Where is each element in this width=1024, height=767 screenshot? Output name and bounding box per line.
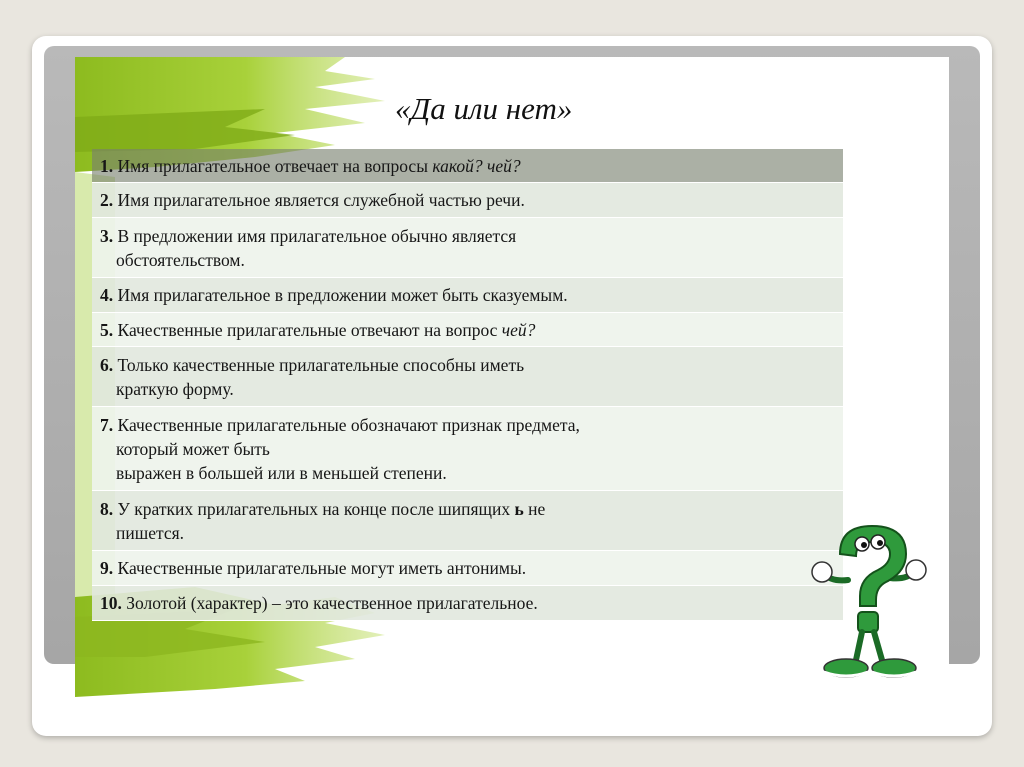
- statement-continuation: обстоятельством.: [116, 249, 245, 270]
- statement-emphasis: чей?: [501, 319, 536, 340]
- statement-continuation: который может быть: [116, 438, 270, 459]
- statement-text: В предложении имя прилагательное обычно является: [113, 225, 517, 246]
- statement-text: Качественные прилагательные могут иметь антонимы.: [113, 558, 527, 578]
- statement-bold-letter: ь: [514, 498, 524, 519]
- statement-row: [92, 347, 843, 407]
- statement-text: У кратких прилагательных на конце после шипящих: [113, 498, 515, 519]
- statement-number: 2.: [100, 190, 114, 210]
- statement-number: 4.: [100, 285, 114, 305]
- question-mark-character-icon: [810, 520, 940, 690]
- statement-text: Только качественные прилагательные способны иметь: [113, 354, 525, 375]
- statement-continuation: выражен в большей или в меньшей степени.: [116, 462, 447, 483]
- statement-row: [92, 278, 843, 313]
- statement-text: Золотой (характер) – это качественное прилагательное.: [121, 593, 538, 613]
- statement-number: 3.: [100, 225, 114, 246]
- slide-title: «Да или нет»: [395, 91, 573, 126]
- statement-continuation: краткую форму.: [116, 378, 234, 399]
- statement-text: Качественные прилагательные обозначают признак предмета,: [113, 414, 580, 435]
- statements-list: [92, 149, 843, 621]
- statement-emphasis: какой? чей?: [432, 155, 521, 176]
- statement-text: Имя прилагательное в предложении может быть сказуемым.: [113, 285, 568, 305]
- statement-number: 10.: [100, 593, 122, 613]
- statement-number: 1.: [100, 155, 114, 176]
- statement-row: [92, 551, 843, 586]
- statement-row: [92, 586, 843, 621]
- statement-continuation: пишется.: [116, 522, 185, 543]
- statement-row: [92, 218, 843, 278]
- statement-number: 8.: [100, 498, 114, 519]
- statement-row: [92, 491, 843, 551]
- statement-text: Имя прилагательное является служебной частью речи.: [113, 190, 525, 210]
- statement-row: [92, 183, 843, 218]
- statement-text: Качественные прилагательные отвечают на вопрос: [113, 319, 502, 340]
- statement-text-end: не: [523, 498, 546, 519]
- statement-number: 6.: [100, 354, 114, 375]
- statement-number: 7.: [100, 414, 114, 435]
- statement-row: [92, 149, 843, 183]
- statement-number: 9.: [100, 558, 114, 578]
- statement-row: [92, 407, 843, 491]
- statement-row: [92, 313, 843, 347]
- statement-number: 5.: [100, 319, 114, 340]
- statement-text: Имя прилагательное отвечает на вопросы: [113, 155, 433, 176]
